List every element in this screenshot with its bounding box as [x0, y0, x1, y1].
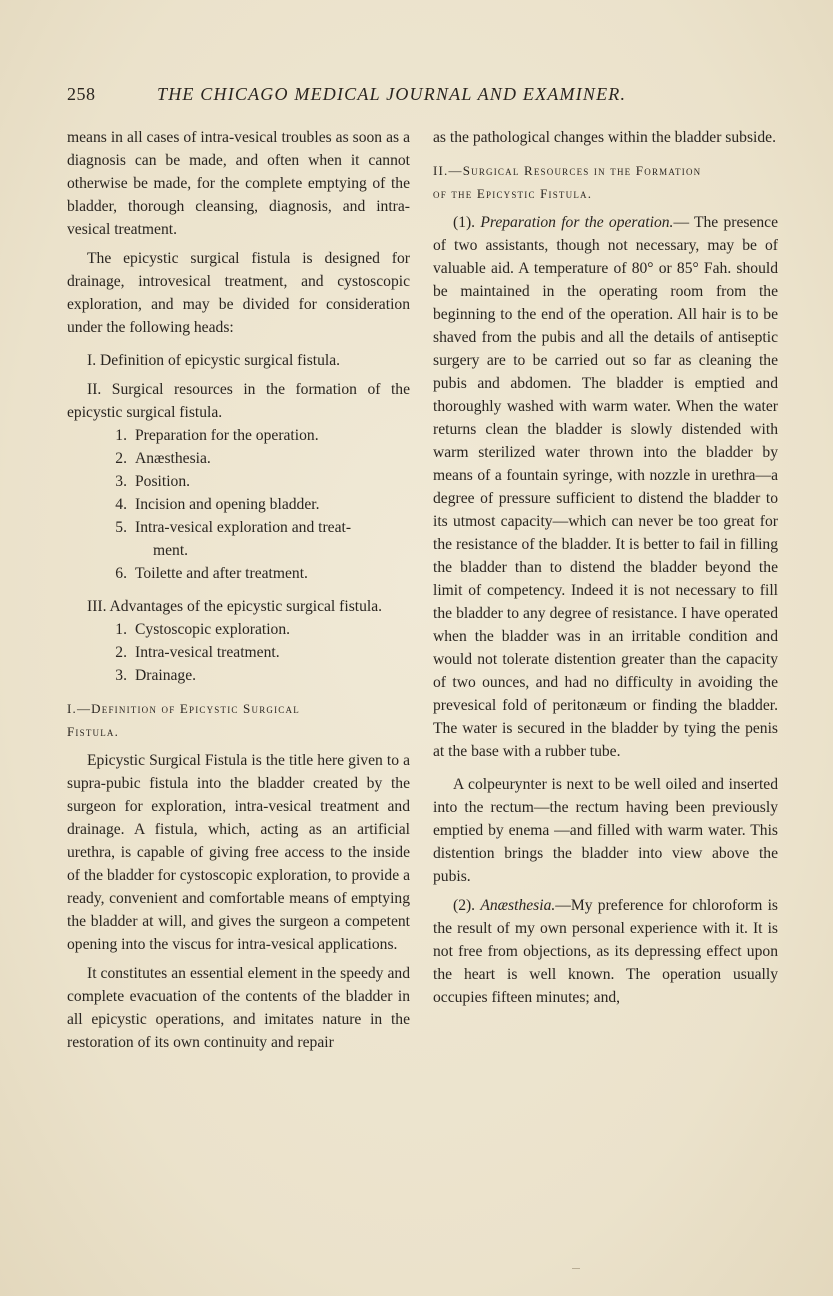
list-item: 3. Position.	[115, 473, 191, 490]
list-item: 5. Intra-vesical exploration and treat- ment.	[115, 519, 352, 559]
list-item: 1. Cystoscopic exploration.	[115, 621, 291, 638]
paragraph: means in all cases of intra-vesical troubles as soon as a diagnosis can be made, and often when it cannot otherwise be made, for the complete emptying of the bladder, thorough cleansing, diagnosis, and intra-vesical treatment.	[67, 129, 410, 238]
list-item: 3. Drainage.	[115, 667, 197, 684]
subheading-preparation: Preparation for the operation.	[480, 214, 674, 231]
subheading-anaesthesia: Anæsthesia.	[480, 897, 556, 914]
section-heading-II: II.—Surgical Resources in the Formation of the Epicystic Fistula.	[433, 163, 702, 201]
paragraph: as the pathological changes within the bladder subside.	[433, 129, 776, 146]
page-mark	[572, 1268, 580, 1269]
paragraph-anaesthesia: (2). Anæsthesia.—My preference for chloroform is the result of my own personal experience with it. It is not free from objections, as its depressing effect upon the heart is well known. The operation usually occupies fifteen minutes; and,	[433, 897, 778, 1006]
outline-item-I: I. Definition of epicystic surgical fistula.	[87, 352, 341, 369]
list-item: 4. Incision and opening bladder.	[115, 496, 320, 513]
page-number: 258	[67, 84, 96, 104]
section-heading-I: I.—Definition of Epicystic Surgical Fistula.	[67, 701, 300, 739]
paragraph: A colpeurynter is next to be well oiled and inserted into the rectum—the rectum having been previously emptied by enema —and filled with warm water. This distention brings the bladder into view above the pubis.	[433, 776, 778, 885]
paragraph-preparation: (1). Preparation for the operation.— The presence of two assistants, though not necessary, may be of valuable aid. A temperature of 80° or 85° Fah. should be maintained in the operating room from the beginning to the end of the operation. All hair is to be shaved from the pubis and all the details of antiseptic surgery are to be carried out so far as cleaning the pubis and abdomen. The bladder is emptied and thoroughly washed with warm water. When the water returns clean the bladder is slowly distended with warm sterilized water thrown into the bladder by means of a fountain syringe, with nozzle in urethra—a degree of pressure sufficient to distend the bladder to its utmost capacity—which can never be too great for the resistance of the bladder. It is better to fail in filling the bladder than to distend the bladder beyond the limit of competency. Indeed it is not necessary to fill the bladder to any degree of resistance. I have operated when the bladder was in an irritable condition and would not tolerate distention greater than the capacity of two ounces, and had no difficulty in avoiding the prevesical fold of peritonæum or finding the bladder. The water is secured in the bladder by tying the penis at the base with a rubber tube.	[433, 214, 778, 760]
paragraph: The epicystic surgical fistula is designed for drainage, introvesical treatment, and cystoscopic exploration, and may be divided for consideration under the following heads:	[67, 250, 410, 336]
journal-title: THE CHICAGO MEDICAL JOURNAL AND EXAMINER.	[157, 84, 627, 104]
outline-list-II	[67, 424, 410, 585]
list-item: 1. Preparation for the operation.	[115, 427, 319, 444]
list-item: 2. Intra-vesical treatment.	[115, 644, 280, 661]
paragraph: Epicystic Surgical Fistula is the title here given to a supra-pubic fistula into the bladder created by the surgeon for exploration, intra-vesical treatment and drainage. A fistula, which, acting as an artificial urethra, is capable of giving free access to the inside of the bladder for cystoscopic exploration, to provide a ready, convenient and comfortable means of emptying the bladder at will, and gives the surgeon a competent opening into the viscus for intra-vesical applications.	[67, 752, 410, 953]
outline-list-III	[67, 618, 410, 687]
paragraph: It constitutes an essential element in the speedy and complete evacuation of the contents of the bladder in all epicystic operations, and imitates nature in the restoration of its own continuity and repair	[67, 965, 410, 1051]
right-column	[433, 126, 778, 1009]
list-item: 2. Anæsthesia.	[115, 450, 211, 467]
list-item: 6. Toilette and after treatment.	[115, 565, 308, 582]
running-header	[67, 84, 707, 108]
outline-item-II: II. Surgical resources in the formation of the epicystic surgical fistula.	[67, 381, 410, 421]
outline-item-III: III. Advantages of the epicystic surgical fistula.	[87, 598, 383, 615]
left-column	[67, 126, 410, 1054]
